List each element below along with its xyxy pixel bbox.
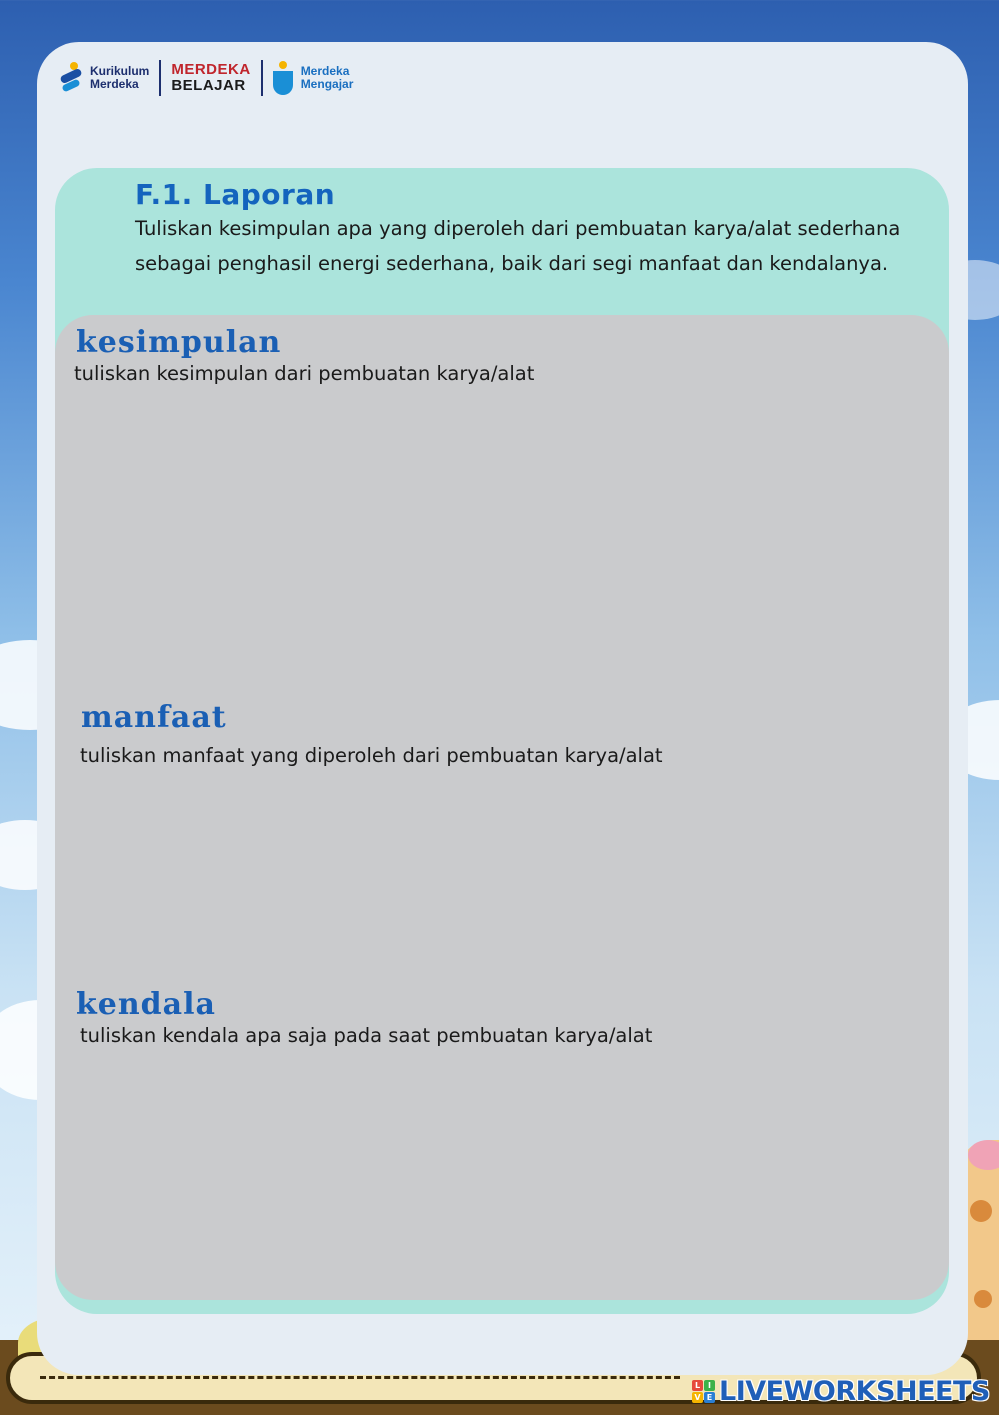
lw-grid-cell: E [704,1392,715,1403]
mengajar-line2: Mengajar [300,77,354,91]
kendala-answer-field[interactable] [78,1058,938,1287]
belajar-line1: MERDEKA [171,61,251,78]
manfaat-answer-field[interactable] [78,778,938,982]
liveworksheets-text: LIVEWORKSHEETS [719,1375,990,1407]
kendala-prompt: tuliskan kendala apa saja pada saat pembuatan karya/alat [80,1024,653,1047]
section-instruction: Tuliskan kesimpulan apa yang diperoleh dari pembuatan karya/alat sederhana sebagai penghasil energi sederhana, baik dari segi manfaat dan kendalanya. [135,217,901,275]
kurikulum-merdeka-logo [60,60,149,96]
header-logos [60,56,353,100]
belajar-line2: BELAJAR [171,77,246,94]
road-dashes [40,1376,680,1379]
kesimpulan-prompt: tuliskan kesimpulan dari pembuatan karya/alat [74,362,535,385]
manfaat-prompt: tuliskan manfaat yang diperoleh dari pembuatan karya/alat [80,744,663,767]
merdeka-mengajar-icon [273,61,295,95]
kurikulum-merdeka-icon [60,60,84,96]
kesimpulan-answer-field[interactable] [74,395,938,694]
kendala-heading: kendala [76,987,216,1022]
logo-divider [159,60,161,96]
merdeka-belajar-logo [171,62,250,94]
merdeka-mengajar-logo [273,61,354,95]
lw-grid-cell: L [692,1380,703,1391]
mengajar-line1: Merdeka [300,64,350,78]
decoration-spot [974,1290,992,1308]
liveworksheets-logo-icon [692,1380,715,1403]
manfaat-heading: manfaat [81,700,227,735]
decoration-flower [968,1140,999,1170]
section-title: F.1. Laporan [135,178,336,211]
kesimpulan-heading: kesimpulan [76,325,282,360]
decoration-spot [970,1200,992,1222]
kurikulum-line1: Kurikulum [90,64,150,78]
liveworksheets-watermark[interactable] [692,1374,990,1408]
logo-divider [261,60,263,96]
lw-grid-cell: V [692,1392,703,1403]
lw-grid-cell: I [704,1380,715,1391]
kurikulum-line2: Merdeka [90,77,139,91]
